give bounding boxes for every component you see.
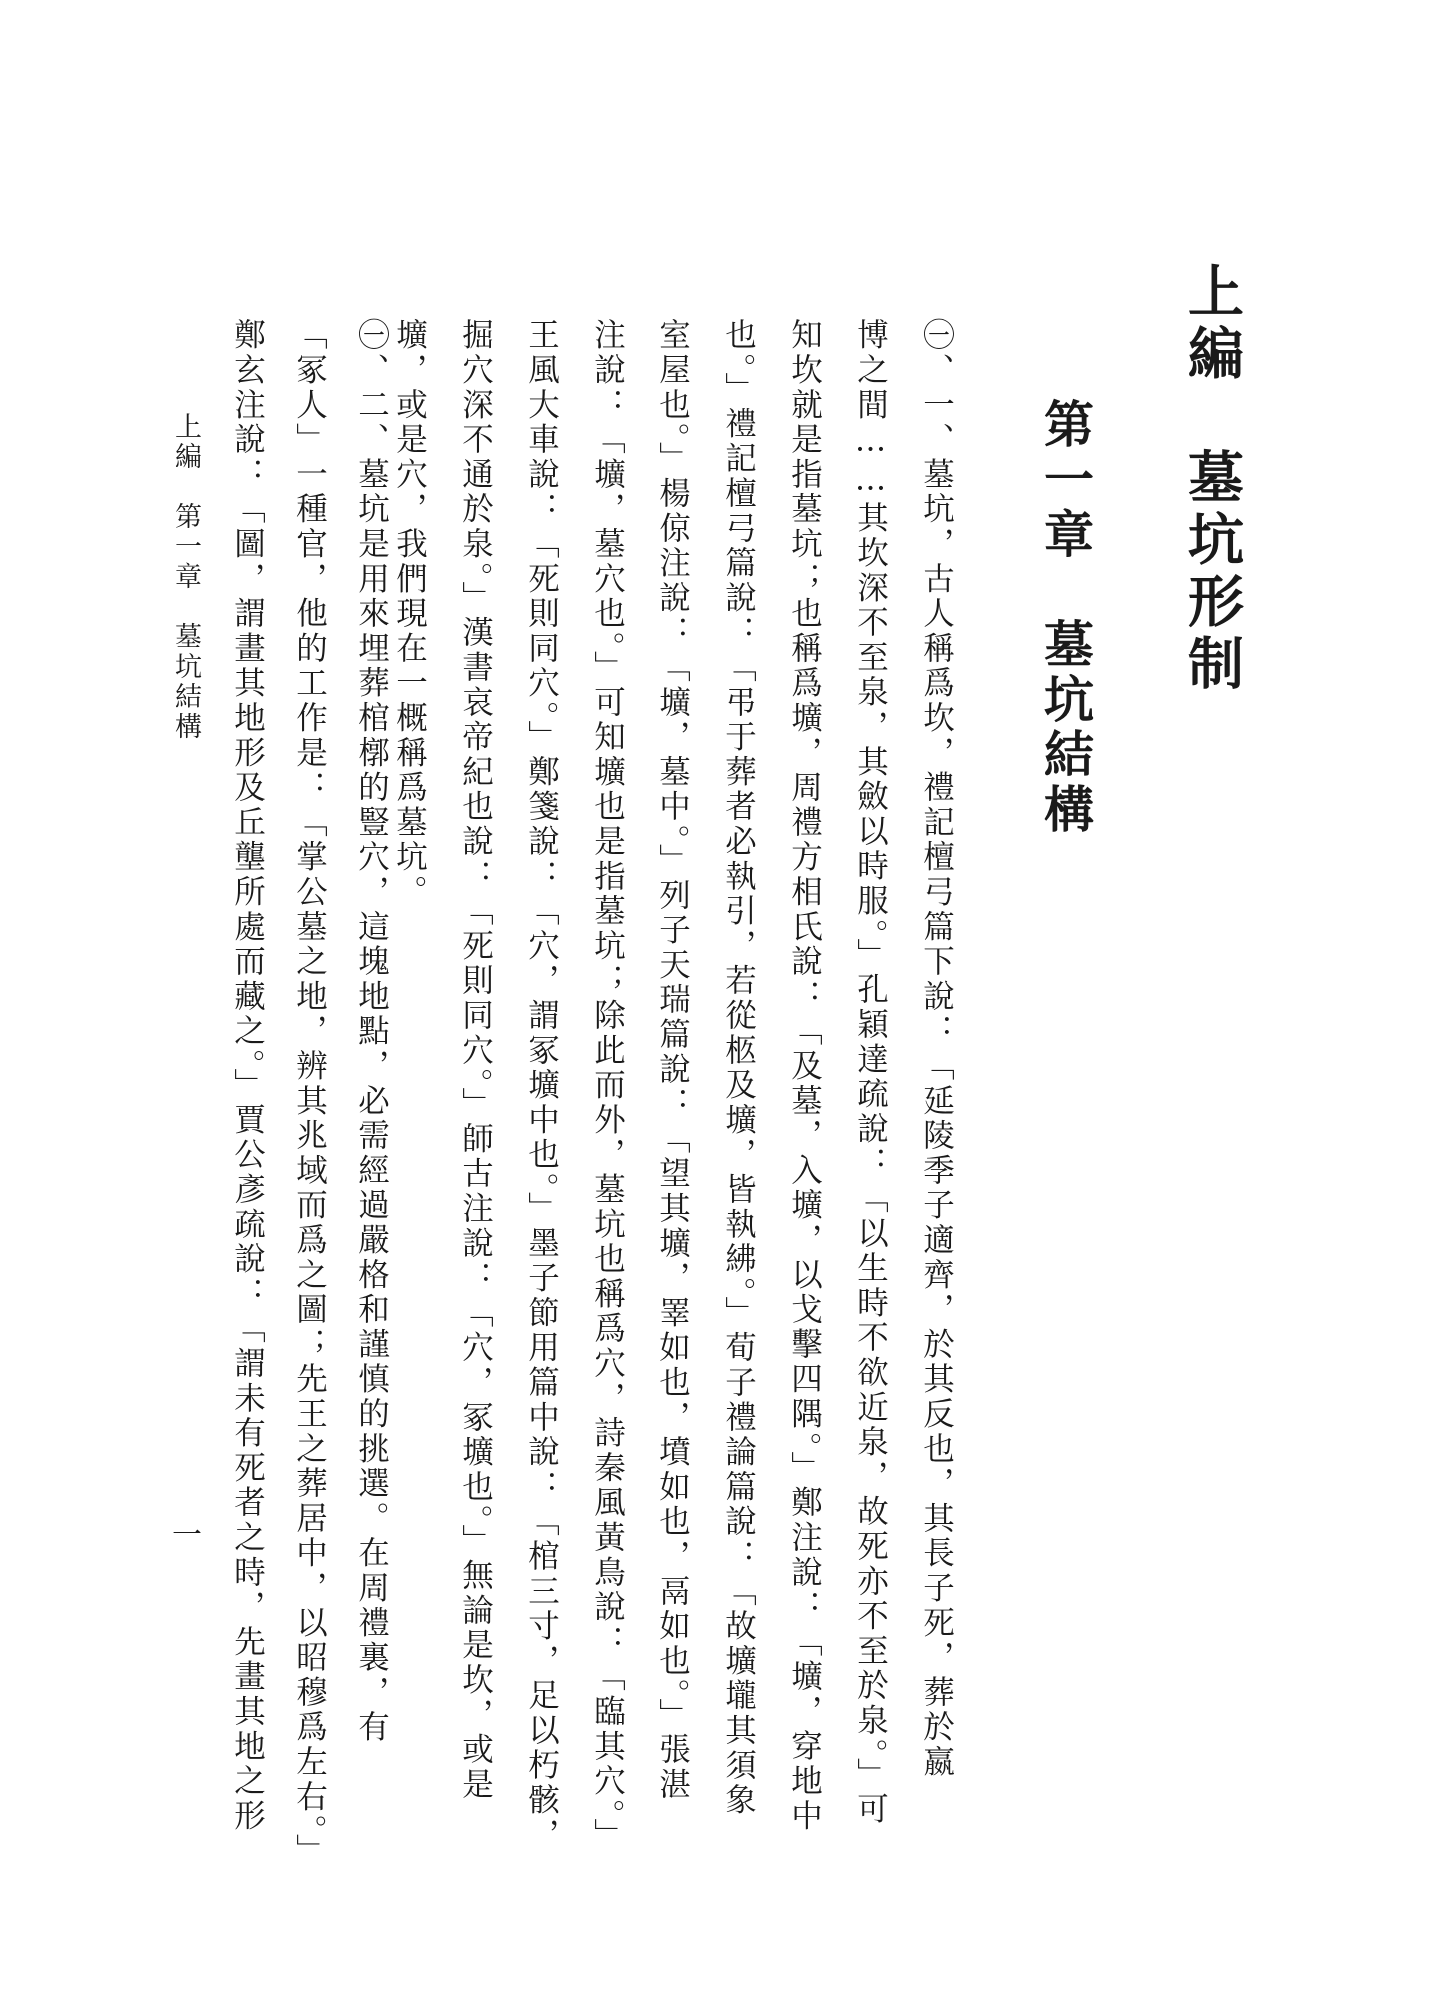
- text-column: 王風大車說：「死則同穴。」鄭箋說：「穴，謂冢壙中也。」墨子節用篇中說：「棺三寸，足以朽骸，: [523, 318, 560, 1853]
- text-column: 知坎就是指墓坑；也稱爲壙，周禮方相氏說：「及墓，入壙，以戈擊四隅。」鄭注說：「壙，穿地中: [786, 318, 823, 1834]
- chapter-title: 第一章 墓坑結構: [1036, 398, 1095, 838]
- text-column: 掘穴深不通於泉。」漢書哀帝紀也說：「死則同穴。」師古注說：「穴，冢壙也。」無論是坎，或是: [457, 318, 494, 1802]
- text-column: 「冢人」一種官，他的工作是：「掌公墓之地，辨其兆域而爲之圖；先王之葬居中，以昭穆爲左右。」: [291, 318, 328, 1869]
- part-title: 上編 墓坑形制: [1179, 262, 1245, 696]
- text-column: 室屋也。」楊倞注說：「壙，墓中。」列子天瑞篇說：「望其壙，睪如也，墳如也，鬲如也。」張湛: [654, 318, 691, 1802]
- text-column: 博之間……其坎深不至泉，其斂以時服。」孔穎達疏說：「以生時不欲近泉，故死亦不至於泉。」可: [852, 318, 889, 1827]
- running-head: 上編 第一章 墓坑結構: [170, 412, 201, 742]
- text-column: 壙，或是穴，我們現在一概稱爲墓坑。: [391, 318, 428, 910]
- text-column: ㊀、一、墓坑，古人稱爲坎，禮記檀弓篇下說：「延陵季子適齊，於其反也，其長子死，葬於嬴: [918, 318, 955, 1780]
- text-column: ㊀、二、墓坑是用來埋葬棺槨的豎穴，這塊地點，必需經過嚴格和謹慎的挑選。在周禮裏，有: [353, 318, 390, 1745]
- page-number: 一: [172, 1518, 202, 1553]
- text-column: 注說：「壙，墓穴也。」可知壙也是指墓坑；除此而外，墓坑也稱爲穴，詩秦風黃鳥說：「臨其穴。」: [589, 318, 626, 1853]
- text-column: 也。」禮記檀弓篇說：「弔于葬者必執引，若從柩及壙，皆執紼。」荀子禮論篇說：「故壙壠其須象: [720, 318, 757, 1818]
- text-column: 鄭玄注說：「圖，謂畫其地形及丘壟所處而藏之。」賈公彥疏說：「謂未有死者之時，先畫其地之形: [229, 318, 266, 1834]
